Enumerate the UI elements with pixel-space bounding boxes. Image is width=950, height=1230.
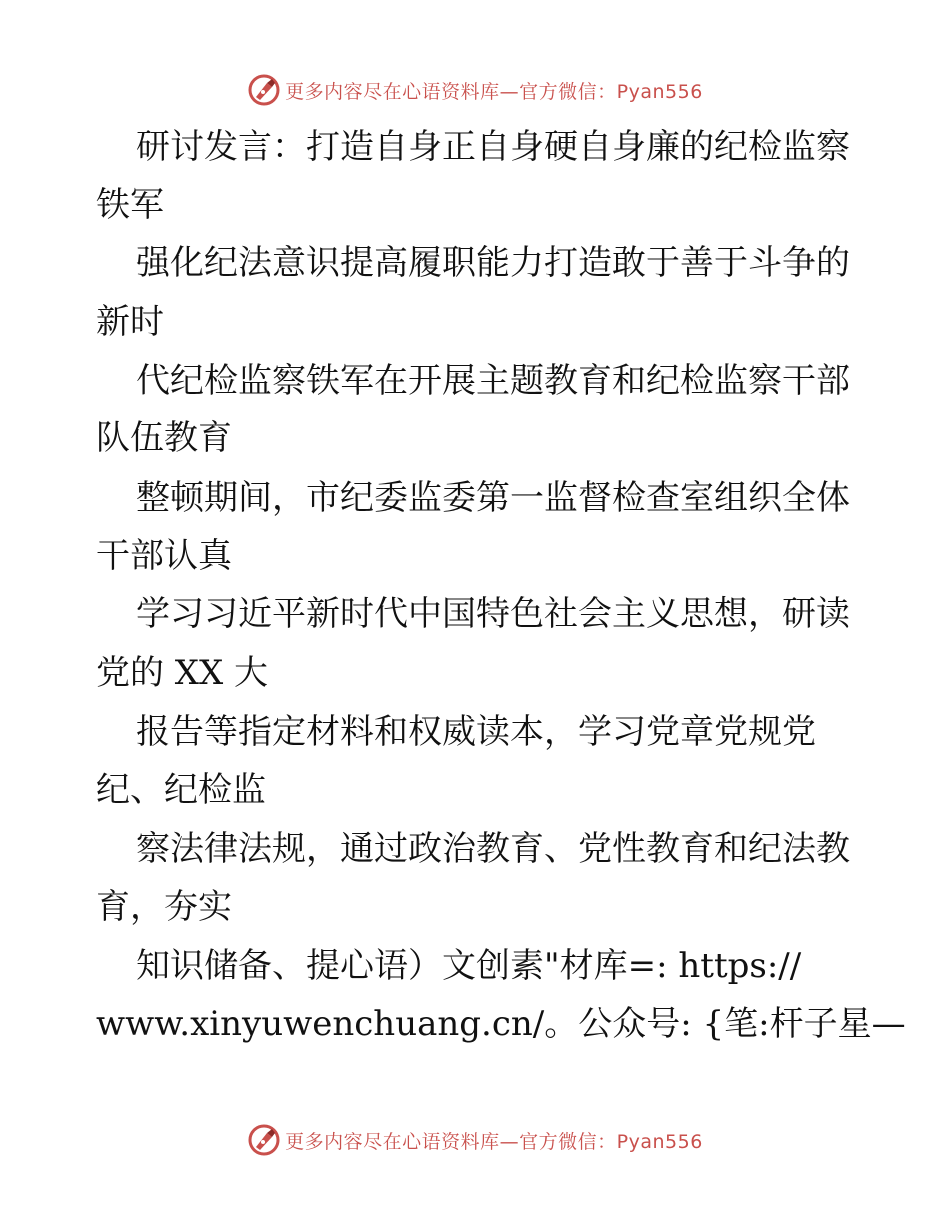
footer-watermark: [0, 1122, 950, 1158]
paragraph-line: 强化纪法意识提高履职能力打造敢于善于斗争的: [136, 243, 850, 283]
header-watermark: [0, 72, 950, 108]
header-watermark-text: 更多内容尽在心语资料库—官方微信：Pyan556: [285, 80, 703, 103]
paragraph-line: 新时: [96, 302, 164, 342]
paragraph-line: 整顿期间，市纪委监委第一监督检查室组织全体: [136, 478, 850, 518]
paragraph-line: 干部认真: [96, 536, 232, 576]
pen-nib-circle-icon: [247, 1123, 281, 1157]
paragraph-line: 研讨发言：打造自身正自身硬自身廉的纪检监察: [136, 127, 850, 167]
paragraph-line: 育，夯实: [96, 887, 232, 927]
paragraph-line: www.xinyuwenchuang.cn/。公众号: {笔:杆子星—: [96, 1004, 906, 1044]
paragraph-line: 队伍教育: [96, 418, 232, 458]
paragraph-line: 铁军: [96, 185, 164, 225]
paragraph-line: 报告等指定材料和权威读本，学习党章党规党: [136, 712, 816, 752]
paragraph-line: 学习习近平新时代中国特色社会主义思想，研读: [136, 594, 850, 634]
paragraph-line: 知识储备、提心语）文创素"材库=: https://: [136, 946, 802, 986]
paragraph-line: 察法律法规，通过政治教育、党性教育和纪法教: [136, 829, 850, 869]
paragraph-line: 代纪检监察铁军在开展主题教育和纪检监察干部: [136, 361, 850, 401]
paragraph-line: 纪、纪检监: [96, 770, 266, 810]
footer-watermark-text: 更多内容尽在心语资料库—官方微信：Pyan556: [285, 1130, 703, 1153]
pen-nib-circle-icon: [247, 73, 281, 107]
paragraph-line: 党的 XX 大: [96, 653, 269, 693]
